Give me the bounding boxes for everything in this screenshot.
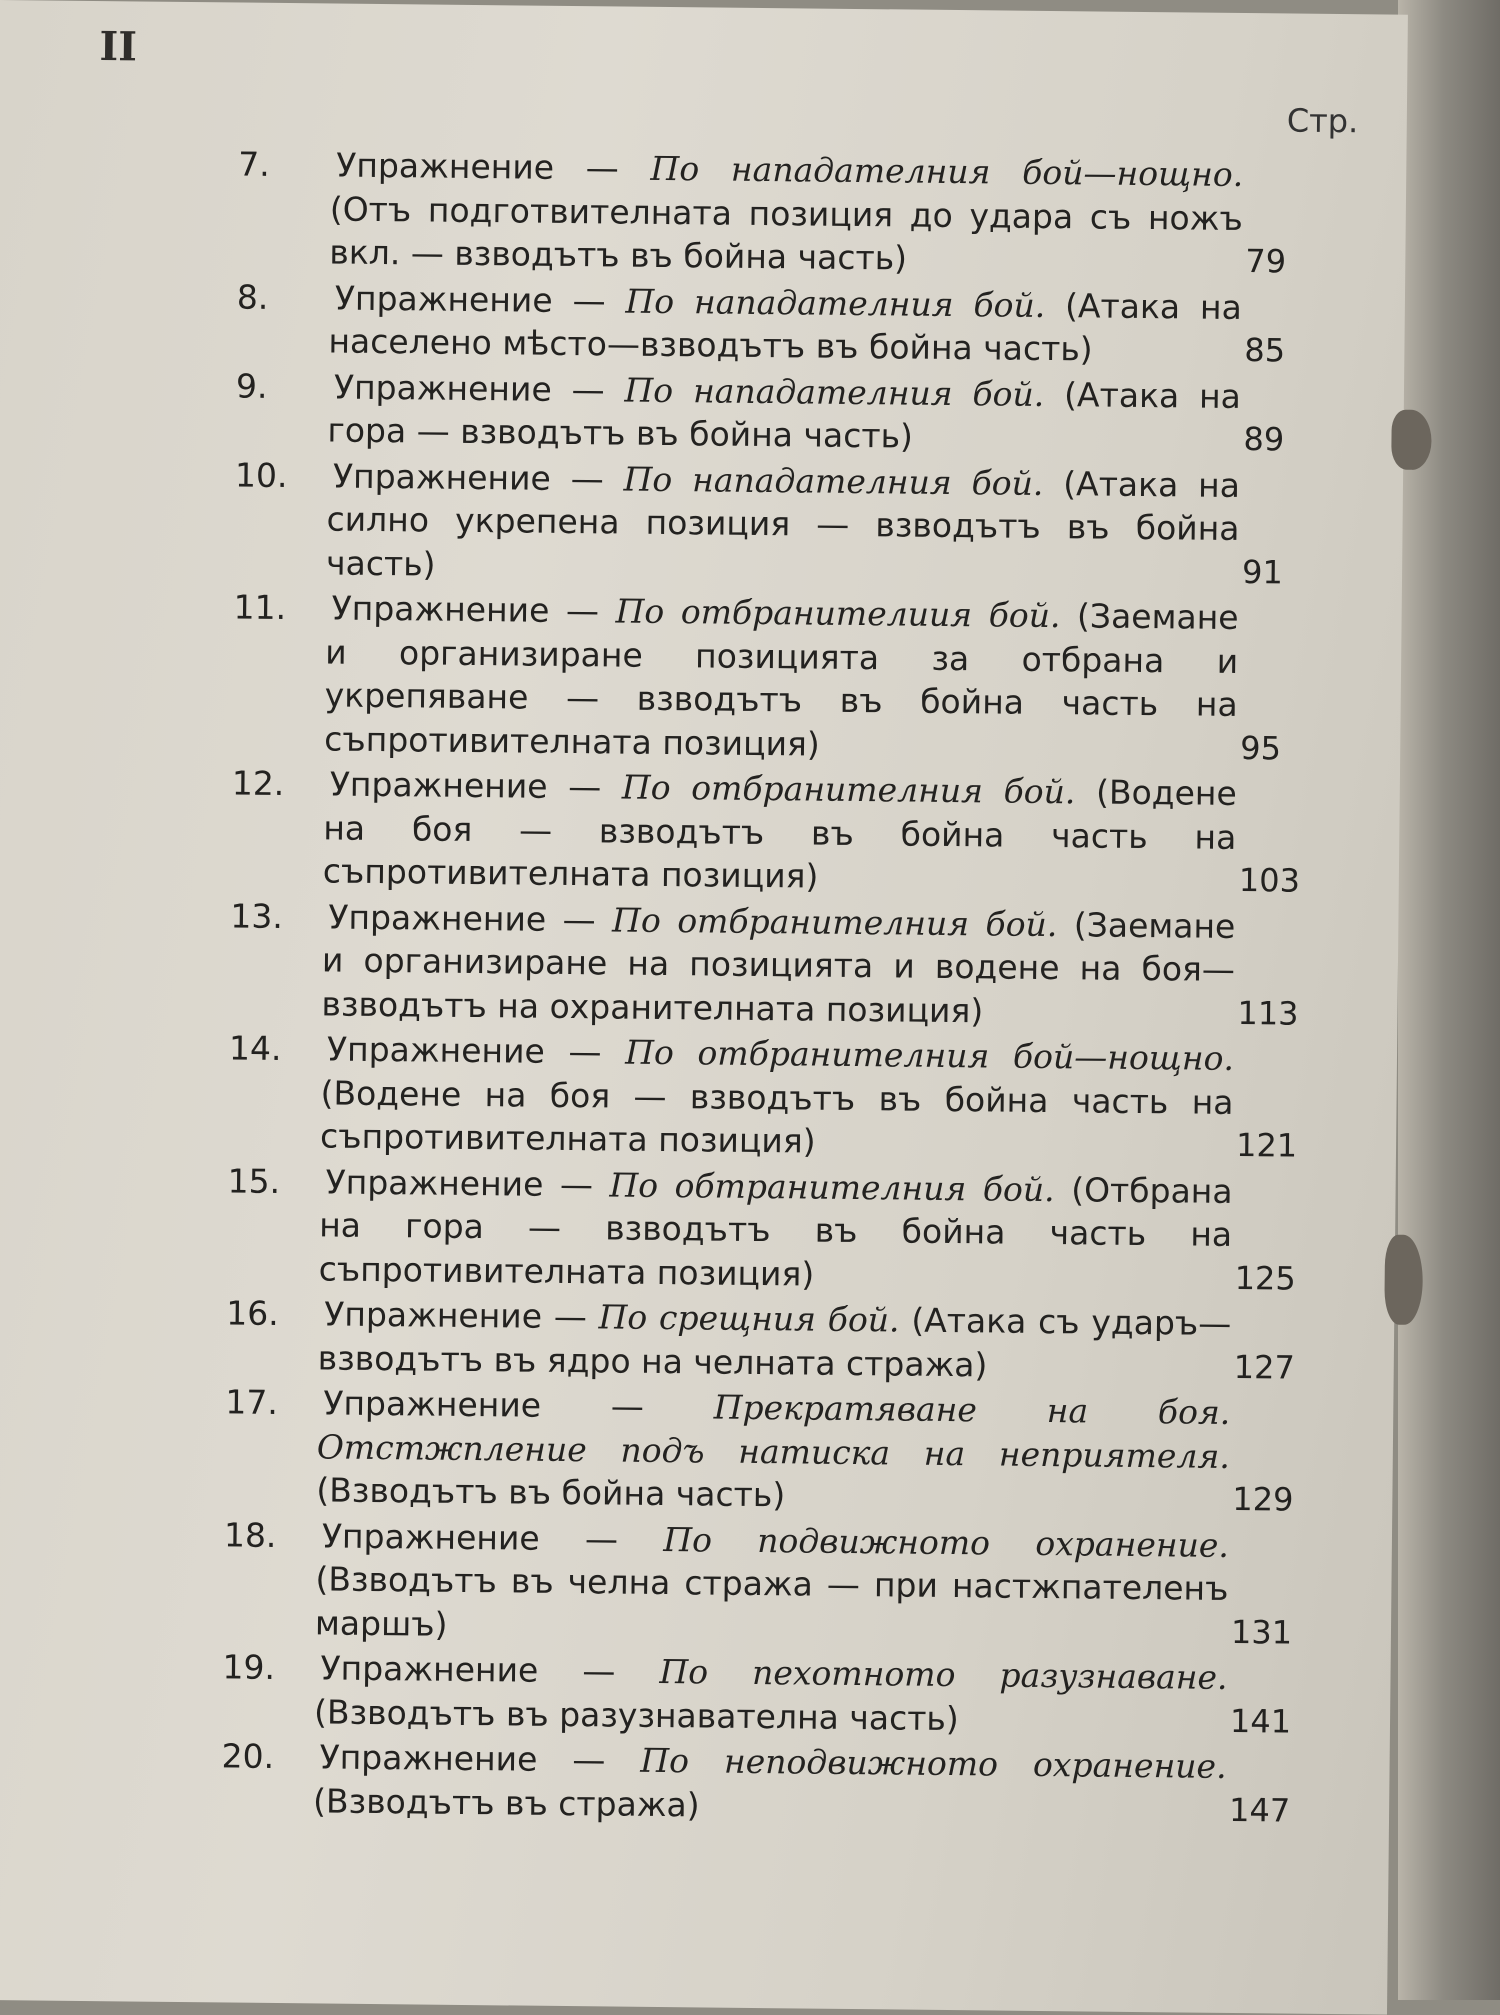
entry-page-number: 127 [1233, 1347, 1296, 1387]
entry-label: Упражнение — [333, 367, 605, 409]
toc-entry [232, 585, 1334, 771]
entry-detail: (Заемане и организиране на позицията и водене на боя—взводътъ на охранителната позиция) [321, 904, 1236, 1030]
entry-page-number: 131 [1230, 1612, 1293, 1652]
entry-topic: По неподвижното охранение. [640, 1740, 1227, 1786]
entry-page-number: 129 [1232, 1479, 1294, 1519]
entry-label: Упражнение — [320, 1648, 616, 1691]
entry-label: Упражнение — [323, 1383, 645, 1426]
entry-detail: (Взводътъ въ челна стража — при настжпателенъ маршъ) [314, 1559, 1229, 1644]
torn-edge [1384, 1235, 1423, 1325]
entry-detail: (Атака съ ударъ—взводътъ въ ядро на челната стража) [317, 1300, 1232, 1384]
toc-entry [221, 1734, 1322, 1833]
entry-topic: По нападателния бой. [623, 459, 1044, 503]
entry-label: Упражнение — [325, 1161, 594, 1204]
entry-detail: (Взводътъ въ бойна часть) [316, 1470, 786, 1515]
entry-number: 20. [221, 1736, 275, 1776]
entry-detail: (Водене на боя — взводътъ въ бойна часть на съпротивителната позиция) [319, 1072, 1234, 1161]
page-column-header: Стр. [1286, 101, 1359, 141]
entry-label: Упражнение — [326, 1029, 602, 1072]
toc-entry [228, 1026, 1329, 1168]
entry-topic: По срещния бой. [598, 1297, 900, 1340]
toc-entry [222, 1645, 1323, 1744]
entry-label: Упражнение — [336, 145, 620, 188]
entry-label: Упражнение — [334, 278, 606, 320]
entry-number: 9. [235, 365, 268, 406]
table-of-contents [221, 143, 1339, 1835]
toc-entry [223, 1513, 1324, 1655]
entry-label: Упражнение — [324, 1294, 588, 1337]
entry-label: Упражнение — [328, 896, 596, 939]
entry-number: 19. [222, 1647, 276, 1687]
entry-page-number: 85 [1244, 331, 1286, 370]
entry-number: 15. [227, 1160, 281, 1201]
entry-number: 13. [230, 895, 284, 936]
entry-number: 8. [236, 276, 269, 317]
entry-page-number: 141 [1229, 1701, 1292, 1741]
toc-entry [227, 1159, 1328, 1301]
entry-topic: По отбранителния бой—нощно. [625, 1032, 1235, 1078]
entry-page-number: 125 [1234, 1258, 1296, 1298]
entry-topic: По нападателния бой. [624, 370, 1045, 414]
entry-label: Упражнение — [319, 1737, 606, 1780]
toc-entry [231, 761, 1332, 903]
entry-topic: По отбранителния бой. [611, 899, 1058, 944]
entry-detail: (Отбрана на гора — взводътъ въ бойна часть на съпротивителната позиция) [318, 1169, 1233, 1294]
entry-page-number: 91 [1241, 552, 1283, 591]
entry-detail: (Заемане и организиране позицията за отбрана и укрепяване — взводътъ въ бойна часть на съпротивителната позиция) [324, 596, 1239, 764]
entry-topic: По отбранителиия бой. [615, 591, 1061, 636]
book-gutter [1398, 0, 1500, 2000]
entry-number: 14. [228, 1028, 282, 1069]
entry-page-number: 113 [1237, 993, 1299, 1033]
entry-number: 17. [225, 1382, 279, 1422]
entry-page-number: 89 [1243, 420, 1285, 459]
toc-entry [226, 1291, 1327, 1390]
entry-detail: (Отъ подготвителната позиция до удара съ ножъ вкл. — взводътъ въ бойна часть) [329, 188, 1243, 278]
entry-page-number: 95 [1240, 728, 1282, 767]
toc-entry [235, 364, 1336, 463]
entry-topic: По пехотното разузнаване. [659, 1651, 1228, 1697]
entry-topic: По отбранителния бой. [621, 767, 1076, 812]
entry-number: 11. [233, 587, 287, 628]
toc-entry [234, 453, 1335, 595]
entry-detail: (Атака на населено мѣсто—взводътъ въ бойна часть) [328, 285, 1243, 369]
entry-page-number: 103 [1238, 861, 1301, 900]
entry-label: Упражнение — [332, 456, 604, 498]
entry-label: Упражнение — [331, 588, 600, 631]
entry-page-number: 79 [1245, 242, 1287, 281]
entry-topic: По подвижното охранение. [663, 1519, 1230, 1565]
entry-detail: (Атака на гора — взводътъ въ бойна часть) [327, 374, 1242, 456]
toc-entry [229, 894, 1330, 1036]
entry-detail: (Взводътъ въ стража) [312, 1780, 700, 1824]
torn-edge [1391, 410, 1432, 470]
entry-topic: По нападателния бой. [625, 281, 1046, 325]
entry-page-number: 121 [1235, 1126, 1298, 1165]
entry-label: Упражнение — [329, 764, 602, 807]
entry-topic: По нападателния бой—нощно. [650, 148, 1244, 195]
entry-number: 12. [231, 763, 285, 804]
toc-entry [224, 1380, 1325, 1522]
entry-topic: По обтранителния бой. [609, 1164, 1055, 1209]
entry-topic: Прекратяване на боя. Отстжпление подъ натиска на неприятеля. [316, 1387, 1231, 1476]
entry-label: Упражнение — [321, 1515, 619, 1559]
toc-entry [236, 275, 1337, 374]
entry-number: 7. [238, 144, 270, 184]
entry-page-number: 147 [1228, 1790, 1291, 1830]
entry-number: 18. [223, 1514, 277, 1555]
page-folio: II [99, 23, 138, 71]
entry-detail: (Атака на силно укрепена позиция — взводътъ въ бойна часть) [325, 463, 1241, 584]
entry-number: 16. [226, 1293, 279, 1333]
entry-number: 10. [234, 454, 288, 495]
entry-detail: (Взводътъ въ разузнавателна часть) [313, 1691, 959, 1738]
entry-detail: (Водене на боя — взводътъ въ бойна часть на съпротивителната позиция) [322, 772, 1237, 896]
toc-entry [237, 143, 1338, 285]
